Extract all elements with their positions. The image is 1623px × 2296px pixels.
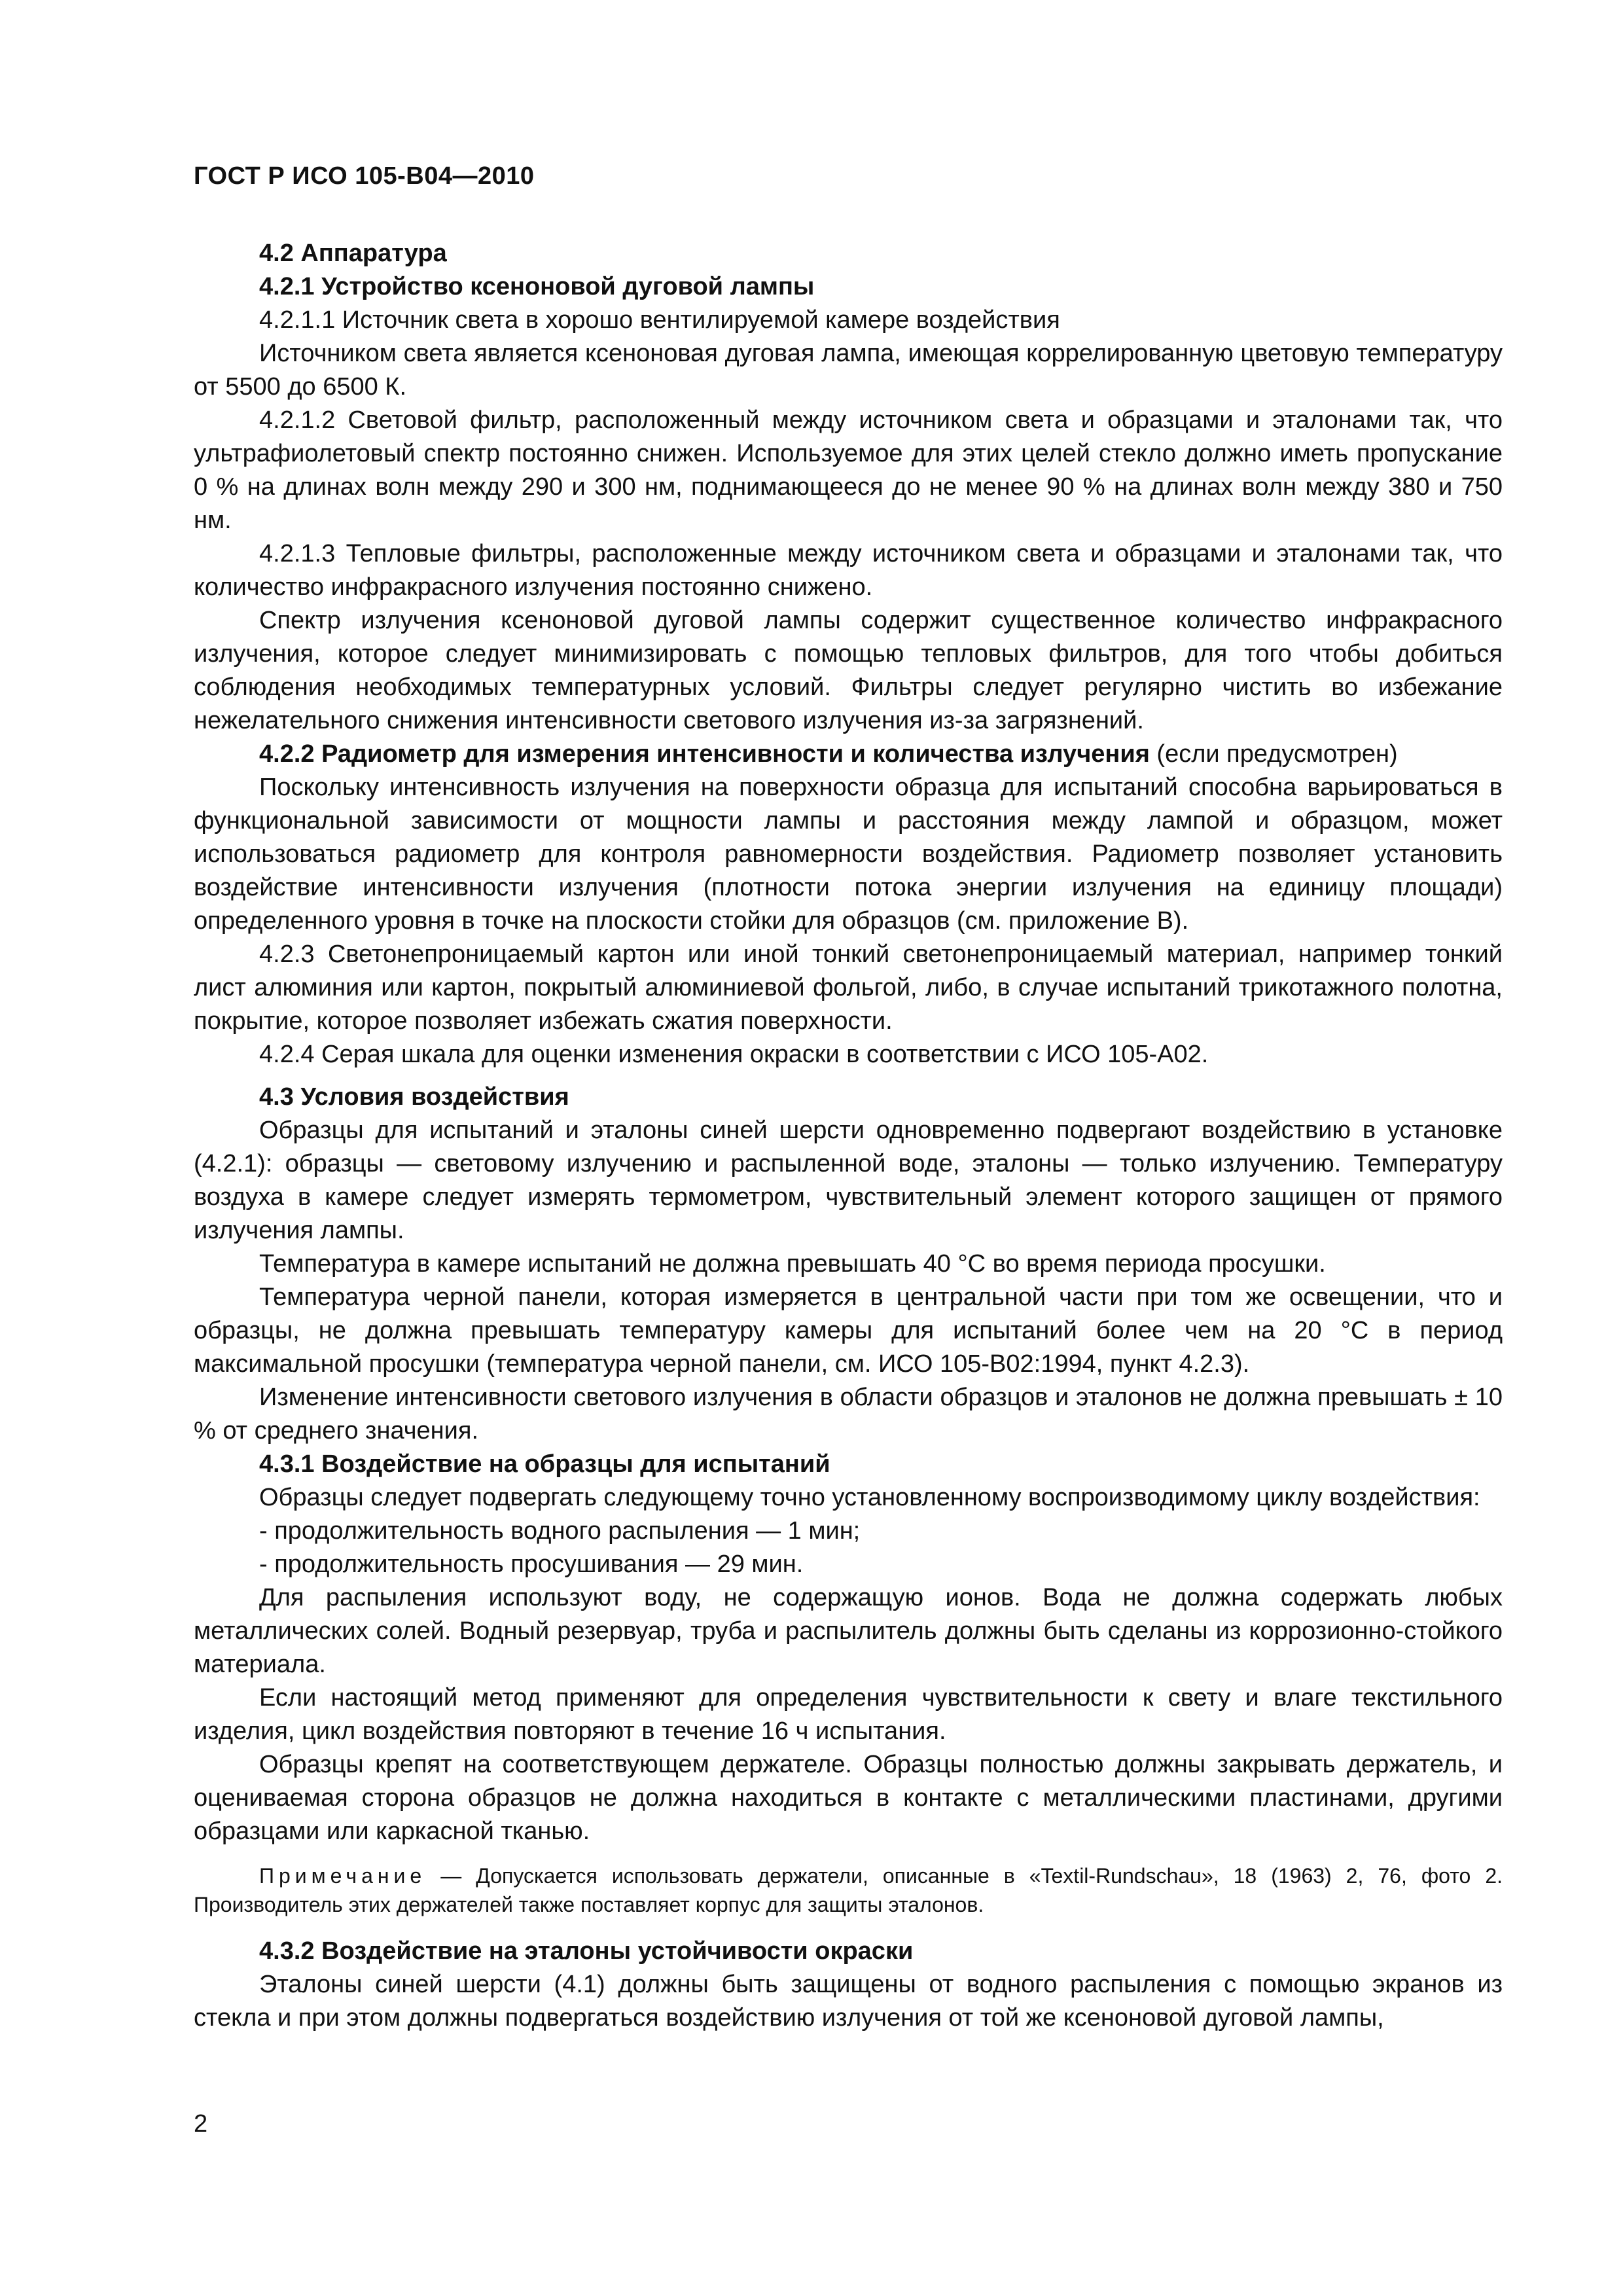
paragraph-4-2-4: 4.2.4 Серая шкала для оценки изменения окраски в соответствии с ИСО 105-А02. bbox=[259, 1041, 1209, 1068]
list-item-dry: - продолжительность просушивания — 29 мин. bbox=[259, 1551, 804, 1578]
page-number: 2 bbox=[194, 2110, 208, 2138]
paragraph-4-2-3: 4.2.3 Светонепроницаемый картон или иной тонкий светонепроницаемый материал, например тонкий лист алюминия или картон, покрытый алюминиевой фольгой, либо, в случае испытаний трикотажного полотна, покрытие, которое позволяет избежать сжатия поверхности. bbox=[194, 941, 1503, 1035]
section-heading-4-3-2: 4.3.2 Воздействие на эталоны устойчивости окраски bbox=[259, 1937, 914, 1965]
heading-4-2-2-bold: 4.2.2 Радиометр для измерения интенсивности и количества излучения bbox=[259, 740, 1150, 768]
list-item-spray: - продолжительность водного распыления — 1 мин; bbox=[259, 1517, 861, 1545]
paragraph-4-2-1-2: 4.2.1.2 Световой фильтр, расположенный между источником света и образцами и эталонами так, что ультрафиолетовый спектр постоянно снижен. Используемое для этих целей стекло должно иметь пропускание 0 % на длинах волн между 290 и 300 нм, поднимающееся до не менее 90 % на длинах волн между 380 и 750 нм. bbox=[194, 406, 1503, 534]
note-text: — Допускается использовать держатели, описанные в «Textil-Rundschau», 18 (1963) 2, 76, фото 2. Производитель этих держателей также поставляет корпус для защиты эталонов. bbox=[194, 1864, 1503, 1916]
note-label: Примечание bbox=[259, 1864, 427, 1888]
paragraph-black-panel: Температура черной панели, которая измеряется в центральной части при том же освещении, что и образцы, не должна превышать температуру камеры для испытаний более чем на 20 °С в период максимальной просушки (температура черной панели, см. ИСО 105-В02:1994, пункт 4.2.3). bbox=[194, 1283, 1503, 1378]
paragraph-exposure: Образцы для испытаний и эталоны синей шерсти одновременно подвергают воздействию в установке (4.2.1): образцы — световому излучению и распыленной воде, эталоны — только излучению. Температуру воздуха в камере следует измерять термометром, чувствительный элемент которого защищен от прямого излучения лампы. bbox=[194, 1117, 1503, 1244]
paragraph-4-2-1-3: 4.2.1.3 Тепловые фильтры, расположенные между источником света и образцами и эталонами так, что количество инфракрасного излучения постоянно снижено. bbox=[194, 540, 1503, 601]
section-heading-4-3-1: 4.3.1 Воздействие на образцы для испытаний bbox=[259, 1450, 830, 1478]
document-header: ГОСТ Р ИСО 105-В04—2010 bbox=[194, 162, 535, 190]
paragraph-chamber-temperature: Температура в камере испытаний не должна превышать 40 °С во время периода просушки. bbox=[259, 1250, 1326, 1278]
paragraph-radiometer: Поскольку интенсивность излучения на поверхности образца для испытаний способна варьироваться в функциональной зависимости от мощности лампы и расстояния между лампой и образцом, может использоваться радиометр для контроля равномерности воздействия. Радиометр позволяет установить воздействие интенсивности излучения (плотности потока энергии излучения на единицу площади) определенного уровня в точке на плоскости стойки для образцов (см. приложение В). bbox=[194, 774, 1503, 935]
paragraph-spectrum: Спектр излучения ксеноновой дуговой лампы содержит существенное количество инфракрасного излучения, которое следует минимизировать с помощью тепловых фильтров, для того чтобы добиться соблюдения необходимых температурных условий. Фильтры следует регулярно чистить во избежание нежелательного снижения интенсивности светового излучения из-за загрязнений. bbox=[194, 607, 1503, 734]
section-heading-4-2: 4.2 Аппаратура bbox=[259, 240, 447, 267]
paragraph-standards: Эталоны синей шерсти (4.1) должны быть защищены от водного распыления с помощью экранов из стекла и при этом должны подвергаться воздействию излучения от той же ксеноновой дуговой лампы, bbox=[194, 1971, 1503, 2032]
heading-4-2-2-tail: (если предусмотрен) bbox=[1149, 740, 1398, 768]
paragraph-water: Для распыления используют воду, не содержащую ионов. Вода не должна содержать любых металлических солей. Водный резервуар, труба и распылитель должны быть сделаны из коррозионно-стойкого материала. bbox=[194, 1584, 1503, 1678]
section-heading-4-2-2 bbox=[194, 738, 1503, 771]
paragraph-cycle: Образцы следует подвергать следующему точно установленному воспроизводимому циклу воздействия: bbox=[259, 1484, 1480, 1511]
paragraph-4-2-1-1: 4.2.1.1 Источник света в хорошо вентилируемой камере воздействия bbox=[259, 306, 1060, 334]
section-heading-4-3: 4.3 Условия воздействия bbox=[259, 1083, 569, 1111]
note bbox=[194, 1861, 1503, 1919]
paragraph-holder: Образцы крепят на соответствующем держателе. Образцы полностью должны закрывать держатель, и оцениваемая сторона образцов не должна находиться в контакте с металлическими пластинами, другими образцами или каркасной тканью. bbox=[194, 1751, 1503, 1845]
paragraph-method: Если настоящий метод применяют для определения чувствительности к свету и влаге текстильного изделия, цикл воздействия повторяют в течение 16 ч испытания. bbox=[194, 1684, 1503, 1745]
document-body bbox=[194, 237, 1503, 2035]
section-heading-4-2-1: 4.2.1 Устройство ксеноновой дуговой лампы bbox=[259, 273, 815, 300]
paragraph-intensity-variation: Изменение интенсивности светового излучения в области образцов и эталонов не должна превышать ± 10 % от среднего значения. bbox=[194, 1384, 1503, 1444]
paragraph-light-source: Источником света является ксеноновая дуговая лампа, имеющая коррелированную цветовую температуру от 5500 до 6500 К. bbox=[194, 340, 1503, 401]
